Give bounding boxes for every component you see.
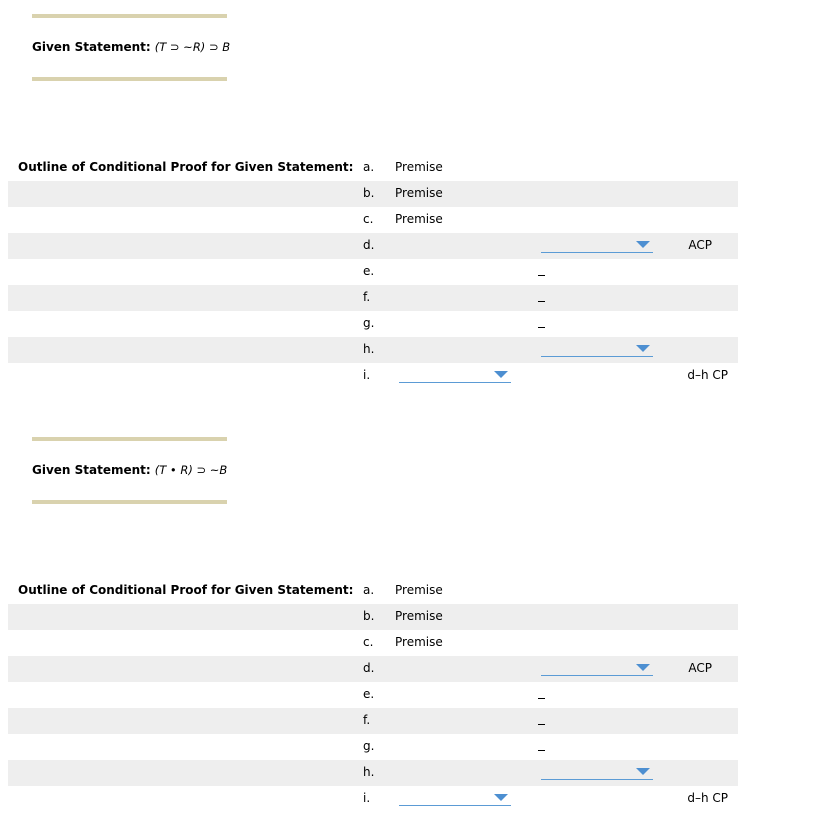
row-letter: d. [363, 661, 375, 675]
blank-line [538, 301, 545, 302]
row-letter: f. [363, 713, 371, 727]
proof-row-e [8, 259, 738, 285]
given-formula: (T ⊃ ~R) ⊃ B [154, 40, 231, 54]
row-letter: b. [363, 186, 375, 200]
row-letter: b. [363, 609, 375, 623]
bottom-divider [32, 500, 227, 504]
row-letter: f. [363, 290, 371, 304]
row-statement: Premise [395, 609, 443, 623]
proof-row-i [8, 363, 738, 389]
statement-dropdown[interactable] [541, 659, 653, 676]
row-statement: Premise [395, 160, 443, 174]
row-statement: Premise [395, 212, 443, 226]
row-letter: i. [363, 791, 371, 805]
chevron-down-icon[interactable] [636, 241, 650, 248]
statement-dropdown[interactable] [541, 340, 653, 357]
conclusion-dropdown[interactable] [399, 366, 511, 383]
row-letter: a. [363, 160, 375, 174]
outline-label: Outline of Conditional Proof for Given Statement: [18, 583, 354, 597]
bottom-divider [32, 77, 227, 81]
given-statement-box [32, 437, 228, 477]
row-letter: c. [363, 212, 374, 226]
row-letter: a. [363, 583, 375, 597]
row-justification: d–h CP [687, 368, 728, 382]
row-justification: ACP [688, 238, 712, 252]
top-divider [32, 14, 227, 18]
row-letter: d. [363, 238, 375, 252]
row-justification: d–h CP [687, 791, 728, 805]
row-letter: h. [363, 342, 375, 356]
blank-line [538, 724, 545, 725]
proof-row-h [8, 337, 738, 363]
blank-line [538, 275, 545, 276]
proof-row-g [8, 311, 738, 337]
row-statement: Premise [395, 583, 443, 597]
blank-line [538, 327, 545, 328]
proof-row-d [8, 233, 738, 259]
chevron-down-icon[interactable] [636, 664, 650, 671]
blank-line [538, 750, 545, 751]
row-justification: ACP [688, 661, 712, 675]
row-letter: h. [363, 765, 375, 779]
proof-row-e [8, 682, 738, 708]
chevron-down-icon[interactable] [636, 768, 650, 775]
row-letter: e. [363, 264, 375, 278]
outline-label: Outline of Conditional Proof for Given Statement: [18, 160, 354, 174]
row-letter: c. [363, 635, 374, 649]
row-letter: i. [363, 368, 371, 382]
row-statement: Premise [395, 635, 443, 649]
proof-row-f [8, 285, 738, 311]
given-formula: (T • R) ⊃ ~B [154, 463, 228, 477]
chevron-down-icon[interactable] [494, 371, 508, 378]
row-letter: g. [363, 739, 375, 753]
statement-dropdown[interactable] [541, 763, 653, 780]
statement-dropdown[interactable] [541, 236, 653, 253]
proof-row-i [8, 786, 738, 812]
top-divider [32, 437, 227, 441]
proof-row-b [8, 181, 738, 207]
given-statement-label: Given Statement: [32, 463, 151, 477]
row-statement: Premise [395, 186, 443, 200]
proof-row-h [8, 760, 738, 786]
proof-row-d [8, 656, 738, 682]
given-statement-label: Given Statement: [32, 40, 151, 54]
given-statement-box [32, 14, 231, 54]
chevron-down-icon[interactable] [636, 345, 650, 352]
conclusion-dropdown[interactable] [399, 789, 511, 806]
row-letter: e. [363, 687, 375, 701]
given-statement [32, 40, 230, 54]
row-letter: g. [363, 316, 375, 330]
blank-line [538, 698, 545, 699]
proof-row-b [8, 604, 738, 630]
given-statement [32, 463, 227, 477]
chevron-down-icon[interactable] [494, 794, 508, 801]
proof-row-c [8, 207, 738, 233]
proof-row-a [8, 155, 738, 181]
proof-row-f [8, 708, 738, 734]
proof-row-a [8, 578, 738, 604]
proof-row-g [8, 734, 738, 760]
proof-row-c [8, 630, 738, 656]
